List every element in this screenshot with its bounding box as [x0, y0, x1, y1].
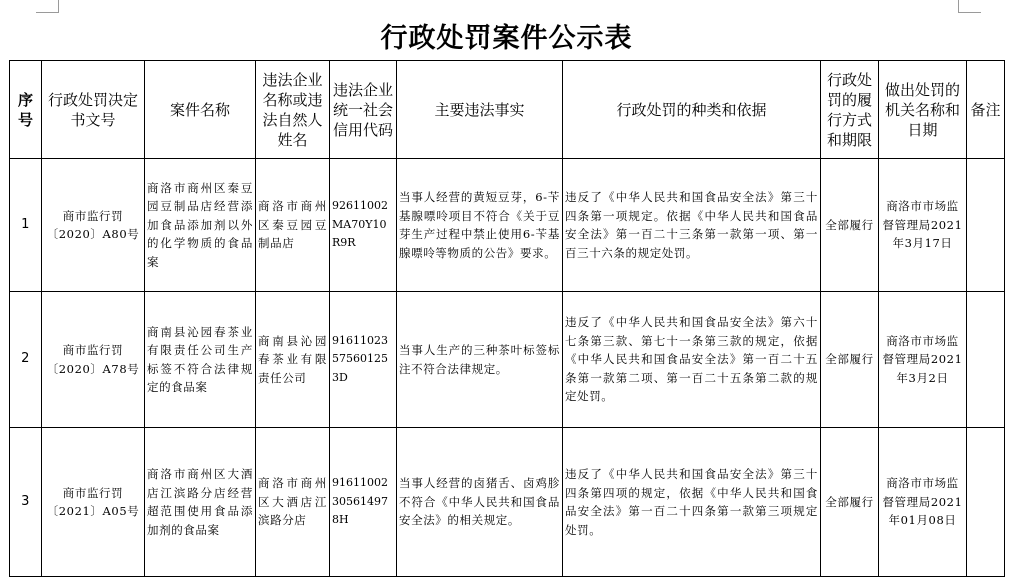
cell-penalty: 违反了《中华人民共和国食品安全法》第三十四条第一项规定。依据《中华人民共和国食品安全法》第一百二十三条第一款第一项、第一百三十六条的规定处罚。: [563, 159, 821, 292]
header-credit-code: 违法企业统一社会信用代码: [330, 61, 397, 159]
cell-credit-code: 91611002305614978H: [330, 428, 397, 577]
header-penalty: 行政处罚的种类和依据: [563, 61, 821, 159]
cell-authority: 商洛市市场监督管理局2021年3月17日: [879, 159, 967, 292]
cell-authority: 商洛市市场监督管理局2021年01月08日: [879, 428, 967, 577]
header-row: [10, 61, 1005, 159]
table-row: [10, 292, 1005, 428]
cell-case-name: 商洛市商州区大酒店江滨路分店经营超范围使用食品添加剂的食品案: [145, 428, 256, 577]
header-case-name: 案件名称: [145, 61, 256, 159]
cell-facts: 当事人经营的卤猪舌、卤鸡胗不符合《中华人民共和国食品安全法》的相关规定。: [397, 428, 563, 577]
page-title: 行政处罚案件公示表: [380, 23, 633, 54]
cell-penalty: 违反了《中华人民共和国食品安全法》第三十四条第四项的规定，依据《中华人民共和国食品安全法》第一百二十四条第一款第三项规定处罚。: [563, 428, 821, 577]
cell-violator: 商洛市商州区秦豆园豆制品店: [256, 159, 330, 292]
cell-facts: 当事人经营的黄短豆芽，6-苄基腺嘌呤项目不符合《关于豆芽生产过程中禁止使用6-苄基腺嘌呤等物质的公告》要求。: [397, 159, 563, 292]
cell-credit-code: 91611023575601253D: [330, 292, 397, 428]
header-doc-no: 行政处罚决定书文号: [42, 61, 145, 159]
header-performance: 行政处罚的履行方式和期限: [821, 61, 879, 159]
cell-credit-code: 92611002MA70Y10R9R: [330, 159, 397, 292]
cell-performance: 全部履行: [821, 292, 879, 428]
header-authority: 做出处罚的机关名称和日期: [879, 61, 967, 159]
cell-doc-no: 商市监行罚〔2020〕A78号: [42, 292, 145, 428]
cell-remarks: [967, 428, 1005, 577]
cell-seq: 3: [10, 428, 42, 577]
page-corner-mark-right: [958, 0, 981, 13]
cell-authority: 商洛市市场监督管理局2021年3月2日: [879, 292, 967, 428]
cell-seq: 2: [10, 292, 42, 428]
header-violator: 违法企业名称或违法自然人姓名: [256, 61, 330, 159]
header-facts: 主要违法事实: [397, 61, 563, 159]
cell-penalty: 违反了《中华人民共和国食品安全法》第六十七条第三款、第七十一条第三款的规定，依据《中华人民共和国食品安全法》第一百二十五条第一款第二项、第一百二十五条第二款的规定处罚。: [563, 292, 821, 428]
cell-case-name: 商洛市商州区秦豆园豆制品店经营添加食品添加剂以外的化学物质的食品案: [145, 159, 256, 292]
cell-doc-no: 商市监行罚〔2021〕A05号: [42, 428, 145, 577]
cell-remarks: [967, 159, 1005, 292]
cell-violator: 商洛市商州区大酒店江滨路分店: [256, 428, 330, 577]
page-corner-mark-left: [36, 0, 59, 13]
penalty-table: [9, 60, 1005, 577]
cell-performance: 全部履行: [821, 428, 879, 577]
cell-case-name: 商南县沁园春茶业有限责任公司生产标签不符合法律规定的食品案: [145, 292, 256, 428]
table-row: [10, 428, 1005, 577]
header-remarks: 备注: [967, 61, 1005, 159]
cell-performance: 全部履行: [821, 159, 879, 292]
cell-facts: 当事人生产的三种茶叶标签标注不符合法律规定。: [397, 292, 563, 428]
cell-remarks: [967, 292, 1005, 428]
cell-doc-no: 商市监行罚〔2020〕A80号: [42, 159, 145, 292]
table-row: [10, 159, 1005, 292]
cell-violator: 商南县沁园春茶业有限责任公司: [256, 292, 330, 428]
header-seq: 序号: [10, 61, 42, 159]
cell-seq: 1: [10, 159, 42, 292]
